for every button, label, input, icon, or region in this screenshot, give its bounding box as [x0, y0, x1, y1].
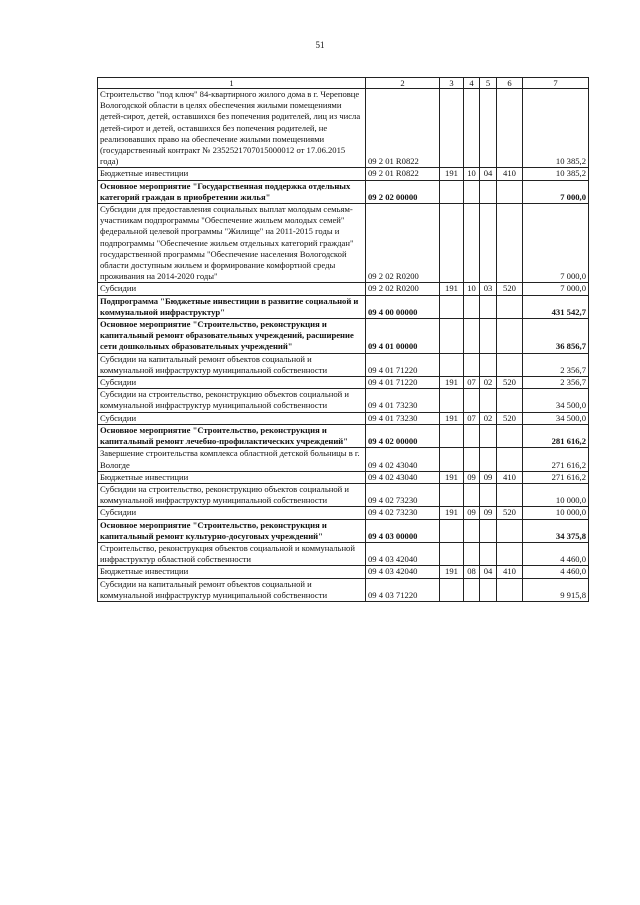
row-code-cell: 09 4 01 00000 — [366, 319, 440, 354]
table-row — [98, 578, 589, 601]
row-col5-cell: 04 — [480, 566, 497, 578]
row-code-cell: 09 4 03 00000 — [366, 519, 440, 542]
row-col5-cell — [480, 542, 497, 565]
row-col6-cell — [497, 204, 523, 283]
table-header-row — [98, 78, 589, 89]
table-row — [98, 424, 589, 447]
row-col6-cell — [497, 389, 523, 412]
row-col3-cell: 191 — [440, 412, 464, 424]
row-code-cell: 09 4 01 73230 — [366, 412, 440, 424]
row-col6-cell — [497, 353, 523, 376]
row-amount-cell: 10 385,2 — [523, 89, 589, 168]
row-amount-cell: 7 000,0 — [523, 283, 589, 295]
row-col6-cell — [497, 448, 523, 471]
row-col3-cell — [440, 578, 464, 601]
row-col4-cell — [464, 483, 480, 506]
row-col6-cell — [497, 89, 523, 168]
row-col5-cell — [480, 353, 497, 376]
row-code-cell: 09 2 01 R0822 — [366, 89, 440, 168]
row-col5-cell: 04 — [480, 168, 497, 180]
row-code-cell: 09 4 03 71220 — [366, 578, 440, 601]
table-row — [98, 483, 589, 506]
row-col6-cell: 520 — [497, 283, 523, 295]
row-code-cell: 09 4 01 71220 — [366, 353, 440, 376]
row-name-cell: Субсидии для предоставления социальных выплат молодым семьям-участникам подпрограммы "Обеспечение жильем молодых семей" федеральной целевой программы "Жилище" на 2011-2015 годы и подпрограммы "Обеспечение жильем отдельных категорий граждан" государственной программы "Обеспечение населения Вологодской области доступным жильем и формирование комфортной среды проживания на 2014-2020 годы" — [98, 204, 366, 283]
row-col5-cell — [480, 204, 497, 283]
row-amount-cell: 9 915,8 — [523, 578, 589, 601]
row-name-cell: Субсидии на капитальный ремонт объектов социальной и коммунальной инфраструктур муниципальной собственности — [98, 578, 366, 601]
row-col6-cell — [497, 424, 523, 447]
row-code-cell: 09 2 02 00000 — [366, 180, 440, 203]
header-cell: 5 — [480, 78, 497, 89]
row-col6-cell: 410 — [497, 566, 523, 578]
row-col6-cell: 520 — [497, 507, 523, 519]
row-amount-cell: 10 385,2 — [523, 168, 589, 180]
row-col6-cell — [497, 578, 523, 601]
row-col4-cell — [464, 319, 480, 354]
row-col5-cell: 02 — [480, 377, 497, 389]
table-row — [98, 353, 589, 376]
header-cell: 3 — [440, 78, 464, 89]
row-amount-cell: 2 356,7 — [523, 353, 589, 376]
row-col5-cell: 03 — [480, 283, 497, 295]
row-name-cell: Строительство "под ключ" 84-квартирного жилого дома в г. Череповце Вологодской области в целях обеспечения жилыми помещениями детей-сирот, детей, оставшихся без попечения родителей, лиц из числа детей-сирот и детей, оставшихся без попечения родителей, не реализовавших право на обеспечение жилыми помещениями (государственный контракт № 2352521707015000012 от 17.06.2015 года) — [98, 89, 366, 168]
row-name-cell: Субсидии — [98, 412, 366, 424]
header-cell: 4 — [464, 78, 480, 89]
row-name-cell: Бюджетные инвестиции — [98, 168, 366, 180]
row-col5-cell — [480, 578, 497, 601]
row-col4-cell — [464, 389, 480, 412]
row-col4-cell: 09 — [464, 471, 480, 483]
row-col4-cell — [464, 180, 480, 203]
row-col4-cell — [464, 448, 480, 471]
row-col3-cell — [440, 424, 464, 447]
row-col3-cell — [440, 483, 464, 506]
row-col5-cell — [480, 389, 497, 412]
header-cell: 6 — [497, 78, 523, 89]
table-row — [98, 389, 589, 412]
row-col3-cell — [440, 389, 464, 412]
row-col5-cell: 09 — [480, 471, 497, 483]
row-code-cell: 09 4 03 42040 — [366, 542, 440, 565]
table-row — [98, 542, 589, 565]
row-code-cell: 09 4 03 42040 — [366, 566, 440, 578]
table-row — [98, 471, 589, 483]
row-name-cell: Субсидии — [98, 507, 366, 519]
row-col4-cell — [464, 542, 480, 565]
row-col3-cell — [440, 89, 464, 168]
row-code-cell: 09 2 02 R0200 — [366, 204, 440, 283]
row-name-cell: Подпрограмма "Бюджетные инвестиции в развитие социальной и коммунальной инфраструктур" — [98, 295, 366, 318]
row-col6-cell — [497, 519, 523, 542]
row-col3-cell — [440, 204, 464, 283]
row-col4-cell — [464, 424, 480, 447]
table-row — [98, 448, 589, 471]
row-name-cell: Бюджетные инвестиции — [98, 471, 366, 483]
row-name-cell: Субсидии на капитальный ремонт объектов социальной и коммунальной инфраструктур муниципальной собственности — [98, 353, 366, 376]
row-amount-cell: 10 000,0 — [523, 507, 589, 519]
row-col3-cell — [440, 295, 464, 318]
row-name-cell: Субсидии на строительство, реконструкцию объектов социальной и коммунальной инфраструктур муниципальной собственности — [98, 483, 366, 506]
row-col4-cell: 09 — [464, 507, 480, 519]
row-col3-cell: 191 — [440, 168, 464, 180]
table-row — [98, 519, 589, 542]
row-col3-cell — [440, 319, 464, 354]
row-name-cell: Основное мероприятие "Строительство, реконструкция и капитальный ремонт культурно-досуговых учреждений" — [98, 519, 366, 542]
row-name-cell: Основное мероприятие "Строительство, реконструкция и капитальный ремонт лечебно-профилактических учреждений" — [98, 424, 366, 447]
table-row — [98, 412, 589, 424]
row-col3-cell — [440, 353, 464, 376]
table-row — [98, 566, 589, 578]
row-name-cell: Субсидии на строительство, реконструкцию объектов социальной и коммунальной инфраструктур муниципальной собственности — [98, 389, 366, 412]
row-col5-cell — [480, 295, 497, 318]
row-col6-cell — [497, 319, 523, 354]
row-amount-cell: 271 616,2 — [523, 448, 589, 471]
row-name-cell: Завершение строительства комплекса областной детской больницы в г. Вологде — [98, 448, 366, 471]
row-amount-cell: 4 460,0 — [523, 542, 589, 565]
row-col5-cell — [480, 319, 497, 354]
row-amount-cell: 271 616,2 — [523, 471, 589, 483]
row-code-cell: 09 4 01 73230 — [366, 389, 440, 412]
table-row — [98, 295, 589, 318]
row-amount-cell: 36 856,7 — [523, 319, 589, 354]
row-col4-cell — [464, 295, 480, 318]
row-name-cell: Субсидии — [98, 377, 366, 389]
row-amount-cell: 2 356,7 — [523, 377, 589, 389]
row-name-cell: Основное мероприятие "Строительство, реконструкция и капитальный ремонт образовательных учреждений, расширение сети дошкольных образовательных учреждений" — [98, 319, 366, 354]
row-name-cell: Строительство, реконструкция объектов социальной и коммунальной инфраструктур областной собственности — [98, 542, 366, 565]
row-col3-cell: 191 — [440, 566, 464, 578]
row-name-cell: Основное мероприятие "Государственная поддержка отдельных категорий граждан в приобретении жилья" — [98, 180, 366, 203]
row-col3-cell — [440, 180, 464, 203]
row-code-cell: 09 4 02 00000 — [366, 424, 440, 447]
row-col4-cell: 10 — [464, 283, 480, 295]
row-col6-cell — [497, 295, 523, 318]
row-code-cell: 09 4 00 00000 — [366, 295, 440, 318]
table-row — [98, 89, 589, 168]
row-col4-cell: 08 — [464, 566, 480, 578]
row-amount-cell: 34 500,0 — [523, 412, 589, 424]
row-col5-cell: 02 — [480, 412, 497, 424]
row-col5-cell — [480, 448, 497, 471]
row-name-cell: Субсидии — [98, 283, 366, 295]
row-code-cell: 09 2 02 R0200 — [366, 283, 440, 295]
row-col5-cell — [480, 424, 497, 447]
row-col3-cell — [440, 519, 464, 542]
header-cell: 1 — [98, 78, 366, 89]
row-col4-cell — [464, 578, 480, 601]
table-row — [98, 283, 589, 295]
row-col6-cell — [497, 542, 523, 565]
row-col3-cell — [440, 542, 464, 565]
row-col5-cell — [480, 519, 497, 542]
row-col3-cell — [440, 448, 464, 471]
row-col5-cell — [480, 483, 497, 506]
row-col6-cell — [497, 483, 523, 506]
table-row — [98, 180, 589, 203]
row-amount-cell: 431 542,7 — [523, 295, 589, 318]
row-amount-cell: 10 000,0 — [523, 483, 589, 506]
row-code-cell: 09 2 01 R0822 — [366, 168, 440, 180]
row-col4-cell: 07 — [464, 412, 480, 424]
row-col5-cell — [480, 89, 497, 168]
table-row — [98, 204, 589, 283]
row-code-cell: 09 4 02 73230 — [366, 483, 440, 506]
row-col5-cell — [480, 180, 497, 203]
row-col6-cell: 520 — [497, 412, 523, 424]
row-col4-cell: 07 — [464, 377, 480, 389]
row-col5-cell: 09 — [480, 507, 497, 519]
header-cell: 2 — [366, 78, 440, 89]
row-col3-cell: 191 — [440, 507, 464, 519]
table-row — [98, 507, 589, 519]
row-col6-cell: 410 — [497, 168, 523, 180]
row-name-cell: Бюджетные инвестиции — [98, 566, 366, 578]
row-col4-cell — [464, 204, 480, 283]
row-col4-cell — [464, 89, 480, 168]
row-col6-cell: 410 — [497, 471, 523, 483]
table-row — [98, 377, 589, 389]
row-col3-cell: 191 — [440, 377, 464, 389]
row-amount-cell: 34 375,8 — [523, 519, 589, 542]
header-cell: 7 — [523, 78, 589, 89]
row-code-cell: 09 4 02 73230 — [366, 507, 440, 519]
row-col3-cell: 191 — [440, 283, 464, 295]
row-col6-cell — [497, 180, 523, 203]
budget-table — [97, 77, 589, 602]
row-code-cell: 09 4 02 43040 — [366, 471, 440, 483]
row-code-cell: 09 4 02 43040 — [366, 448, 440, 471]
table-row — [98, 168, 589, 180]
table-row — [98, 319, 589, 354]
row-amount-cell: 281 616,2 — [523, 424, 589, 447]
row-amount-cell: 7 000,0 — [523, 204, 589, 283]
row-amount-cell: 4 460,0 — [523, 566, 589, 578]
row-amount-cell: 34 500,0 — [523, 389, 589, 412]
row-col3-cell: 191 — [440, 471, 464, 483]
row-col4-cell — [464, 353, 480, 376]
row-col4-cell — [464, 519, 480, 542]
row-col6-cell: 520 — [497, 377, 523, 389]
row-code-cell: 09 4 01 71220 — [366, 377, 440, 389]
page-number: 51 — [315, 40, 325, 50]
row-col4-cell: 10 — [464, 168, 480, 180]
row-amount-cell: 7 000,0 — [523, 180, 589, 203]
